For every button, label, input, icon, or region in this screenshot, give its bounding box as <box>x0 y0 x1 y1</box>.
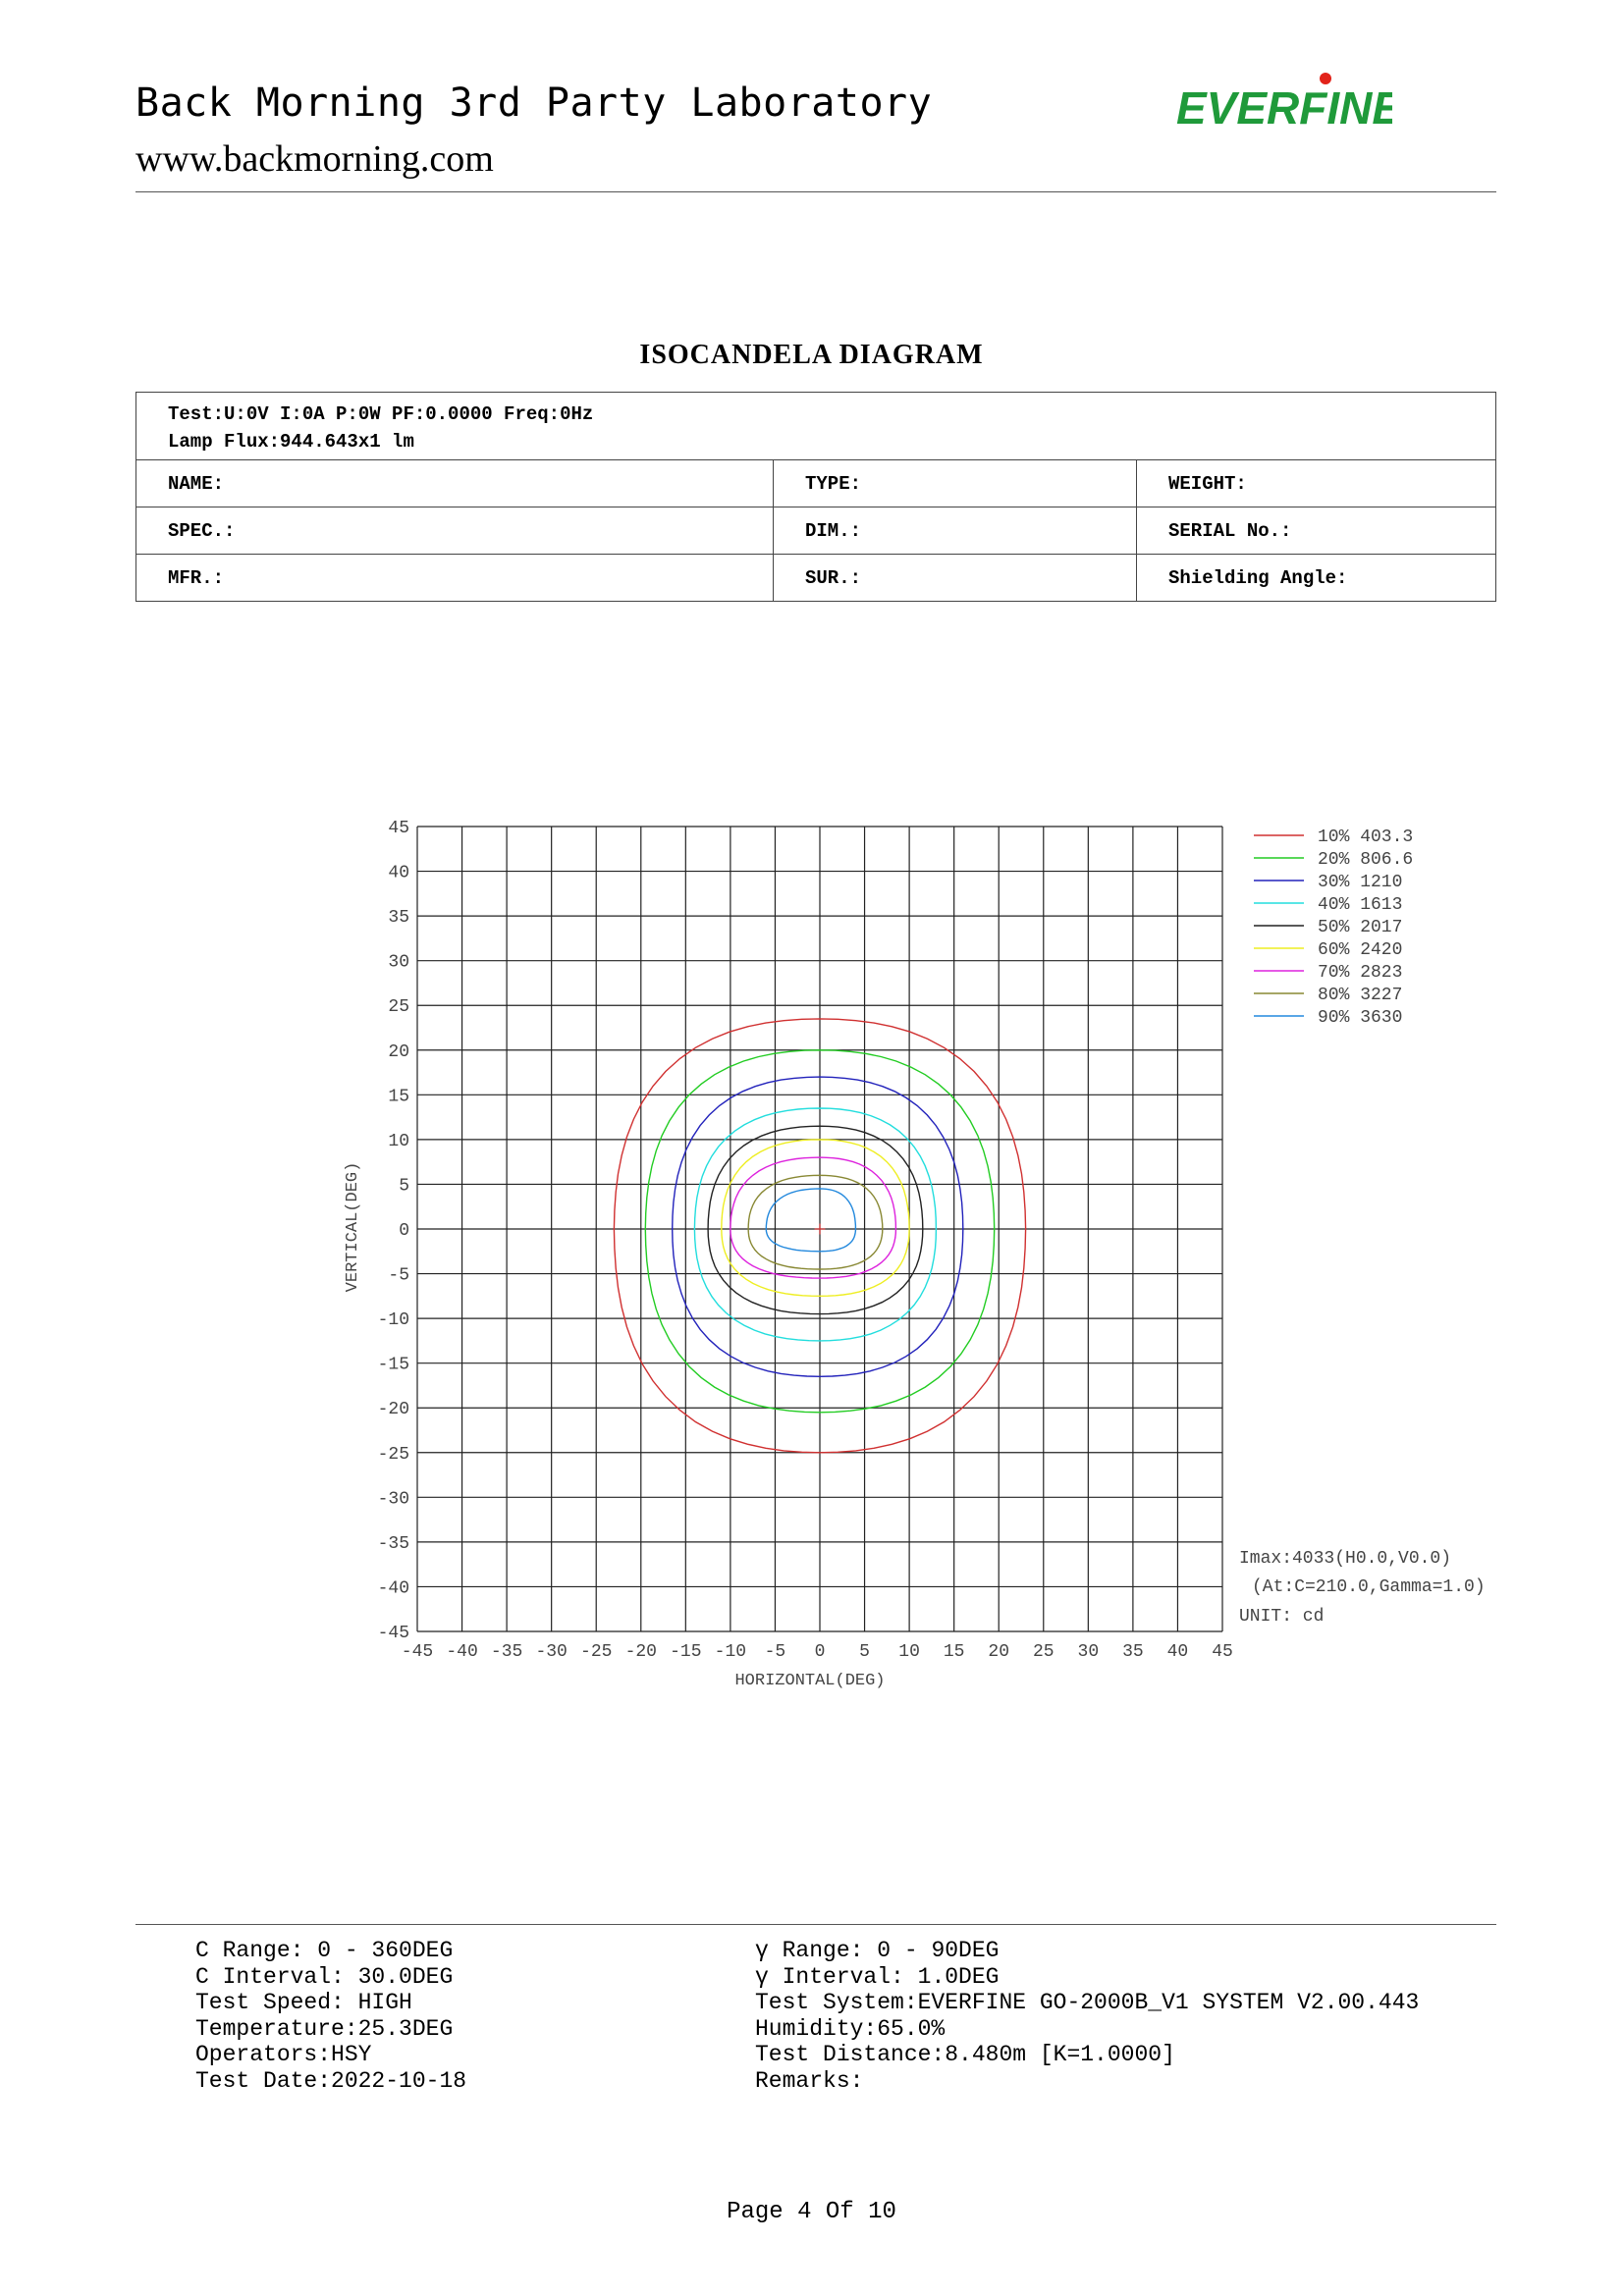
everfine-logo-graphic <box>1176 73 1392 132</box>
diagram-title: ISOCANDELA DIAGRAM <box>639 340 984 370</box>
brand-text: EVERFINE <box>1176 82 1392 132</box>
x-tick-label: 0 <box>814 1642 826 1662</box>
y-tick-label: 35 <box>388 908 409 929</box>
legend-entry <box>1254 986 1402 1005</box>
x-tick-label: -10 <box>714 1642 747 1662</box>
temperature: Temperature:25.3DEG <box>195 2015 454 2042</box>
y-tick-label: -10 <box>377 1310 409 1331</box>
summary-left <box>195 1938 466 2095</box>
legend-label: 90% 3630 <box>1318 1008 1403 1028</box>
x-tick-label: -20 <box>624 1642 657 1662</box>
legend-label: 50% 2017 <box>1318 918 1403 937</box>
operators: Operators:HSY <box>195 2042 372 2068</box>
remarks: Remarks: <box>755 2067 864 2094</box>
y-tick-label: 10 <box>388 1131 409 1151</box>
y-tick-label: 20 <box>388 1041 409 1062</box>
test-line: Test:U:0V I:0A P:0W PF:0.0000 Freq:0Hz <box>168 403 594 425</box>
x-tick-label: 20 <box>988 1642 1010 1662</box>
x-tick-label: -40 <box>446 1642 478 1662</box>
info-table <box>135 392 1496 602</box>
test-system: Test System:EVERFINE GO-2000B_V1 SYSTEM V2.00.443 <box>755 1990 1420 2016</box>
page-number: Page 4 Of 10 <box>727 2199 896 2225</box>
legend-entry <box>1254 963 1402 983</box>
summary-right <box>755 1938 1419 2095</box>
gamma-interval: Interval: 1.0DEG <box>768 1963 1000 1990</box>
dim-label: DIM.: <box>774 507 1137 555</box>
lab-name: Back Morning 3rd Party Laboratory <box>135 80 933 126</box>
info-row-test <box>136 393 1496 460</box>
legend-label: 60% 2420 <box>1318 940 1403 960</box>
legend-entry <box>1254 850 1413 870</box>
x-axis-label: HORIZONTAL(DEG) <box>734 1672 886 1690</box>
imax-annotation: Imax:4033(H0.0,V0.0) <box>1239 1549 1452 1569</box>
x-tick-label: -5 <box>764 1642 786 1662</box>
chart-tick-labels <box>378 819 1233 1662</box>
type-label: TYPE: <box>774 460 1137 507</box>
x-tick-label: -45 <box>401 1642 434 1662</box>
y-tick-label: 25 <box>388 997 409 1018</box>
y-tick-label: 45 <box>388 819 409 838</box>
info-row-spec <box>136 507 1496 555</box>
flux-line: Lamp Flux:944.643x1 lm <box>168 431 414 453</box>
y-tick-label: -40 <box>377 1578 409 1599</box>
y-tick-label: 0 <box>399 1221 409 1241</box>
x-tick-label: -15 <box>670 1642 702 1662</box>
y-tick-label: 40 <box>388 863 409 883</box>
x-tick-label: 40 <box>1166 1642 1189 1662</box>
serial-label: SERIAL No.: <box>1137 507 1496 555</box>
legend-entry <box>1254 918 1402 937</box>
footer-divider <box>135 1924 1496 1925</box>
y-tick-label: -5 <box>388 1265 409 1286</box>
x-tick-label: -35 <box>490 1642 523 1662</box>
legend-label: 10% 403.3 <box>1318 828 1414 847</box>
contour-line <box>673 1077 963 1376</box>
header-divider <box>135 191 1496 192</box>
legend-label: 40% 1613 <box>1318 895 1403 915</box>
legend-entry <box>1254 1008 1402 1028</box>
x-tick-label: 10 <box>898 1642 920 1662</box>
at-annotation: (At:C=210.0,Gamma=1.0) <box>1252 1577 1486 1597</box>
contour-line <box>708 1126 923 1313</box>
name-label: NAME: <box>136 460 774 507</box>
contour-line <box>766 1189 855 1252</box>
y-tick-label: 15 <box>388 1087 409 1107</box>
mfr-label: MFR.: <box>136 555 774 602</box>
legend-entry <box>1254 873 1402 892</box>
x-tick-label: 15 <box>943 1642 965 1662</box>
y-tick-label: -30 <box>377 1489 409 1510</box>
gamma-symbol: γ <box>755 1938 769 1963</box>
shielding-angle-label: Shielding Angle: <box>1137 555 1496 602</box>
legend-entry <box>1254 895 1402 915</box>
test-date: Test Date:2022-10-18 <box>195 2067 467 2094</box>
humidity: Humidity:65.0% <box>755 2015 946 2042</box>
c-range: C Range: 0 - 360DEG <box>195 1938 454 1963</box>
everfine-logo <box>1176 73 1392 136</box>
gamma-range: Range: 0 - 90DEG <box>768 1938 1000 1963</box>
y-tick-label: -35 <box>377 1533 409 1554</box>
y-tick-label: -25 <box>377 1444 409 1465</box>
x-tick-label: 30 <box>1077 1642 1100 1662</box>
y-tick-label: -20 <box>377 1400 409 1420</box>
gamma-interval-line <box>755 1964 1419 1991</box>
x-tick-label: 25 <box>1032 1642 1055 1662</box>
sur-label: SUR.: <box>774 555 1137 602</box>
gamma-symbol: γ <box>755 1963 769 1990</box>
unit-annotation: UNIT: cd <box>1239 1607 1325 1627</box>
x-tick-label: -25 <box>580 1642 613 1662</box>
legend-entry <box>1254 828 1413 847</box>
legend-entry <box>1254 940 1402 960</box>
test-cell <box>136 393 1496 460</box>
y-tick-label: -45 <box>377 1624 409 1643</box>
info-row-name <box>136 460 1496 507</box>
legend-label: 80% 3227 <box>1318 986 1403 1005</box>
x-tick-label: -30 <box>535 1642 568 1662</box>
chart-legend <box>1254 828 1413 1028</box>
lab-website: www.backmorning.com <box>135 138 494 180</box>
y-tick-label: -15 <box>377 1355 409 1375</box>
weight-label: WEIGHT: <box>1137 460 1496 507</box>
info-row-mfr <box>136 555 1496 602</box>
test-distance: Test Distance:8.480m [K=1.0000] <box>755 2042 1175 2068</box>
legend-label: 30% 1210 <box>1318 873 1403 892</box>
x-tick-label: 45 <box>1212 1642 1233 1662</box>
test-speed: Test Speed: HIGH <box>195 1990 412 2016</box>
c-interval: C Interval: 30.0DEG <box>195 1963 454 1990</box>
x-tick-label: 35 <box>1122 1642 1144 1662</box>
y-tick-label: 5 <box>399 1176 409 1197</box>
y-axis-label: VERTICAL(DEG) <box>344 1161 362 1293</box>
legend-label: 20% 806.6 <box>1318 850 1414 870</box>
gamma-range-line <box>755 1938 1419 1964</box>
y-tick-label: 30 <box>388 952 409 973</box>
legend-label: 70% 2823 <box>1318 963 1403 983</box>
x-tick-label: 5 <box>859 1642 870 1662</box>
isocandela-chart <box>334 805 1532 1708</box>
spec-label: SPEC.: <box>136 507 774 555</box>
